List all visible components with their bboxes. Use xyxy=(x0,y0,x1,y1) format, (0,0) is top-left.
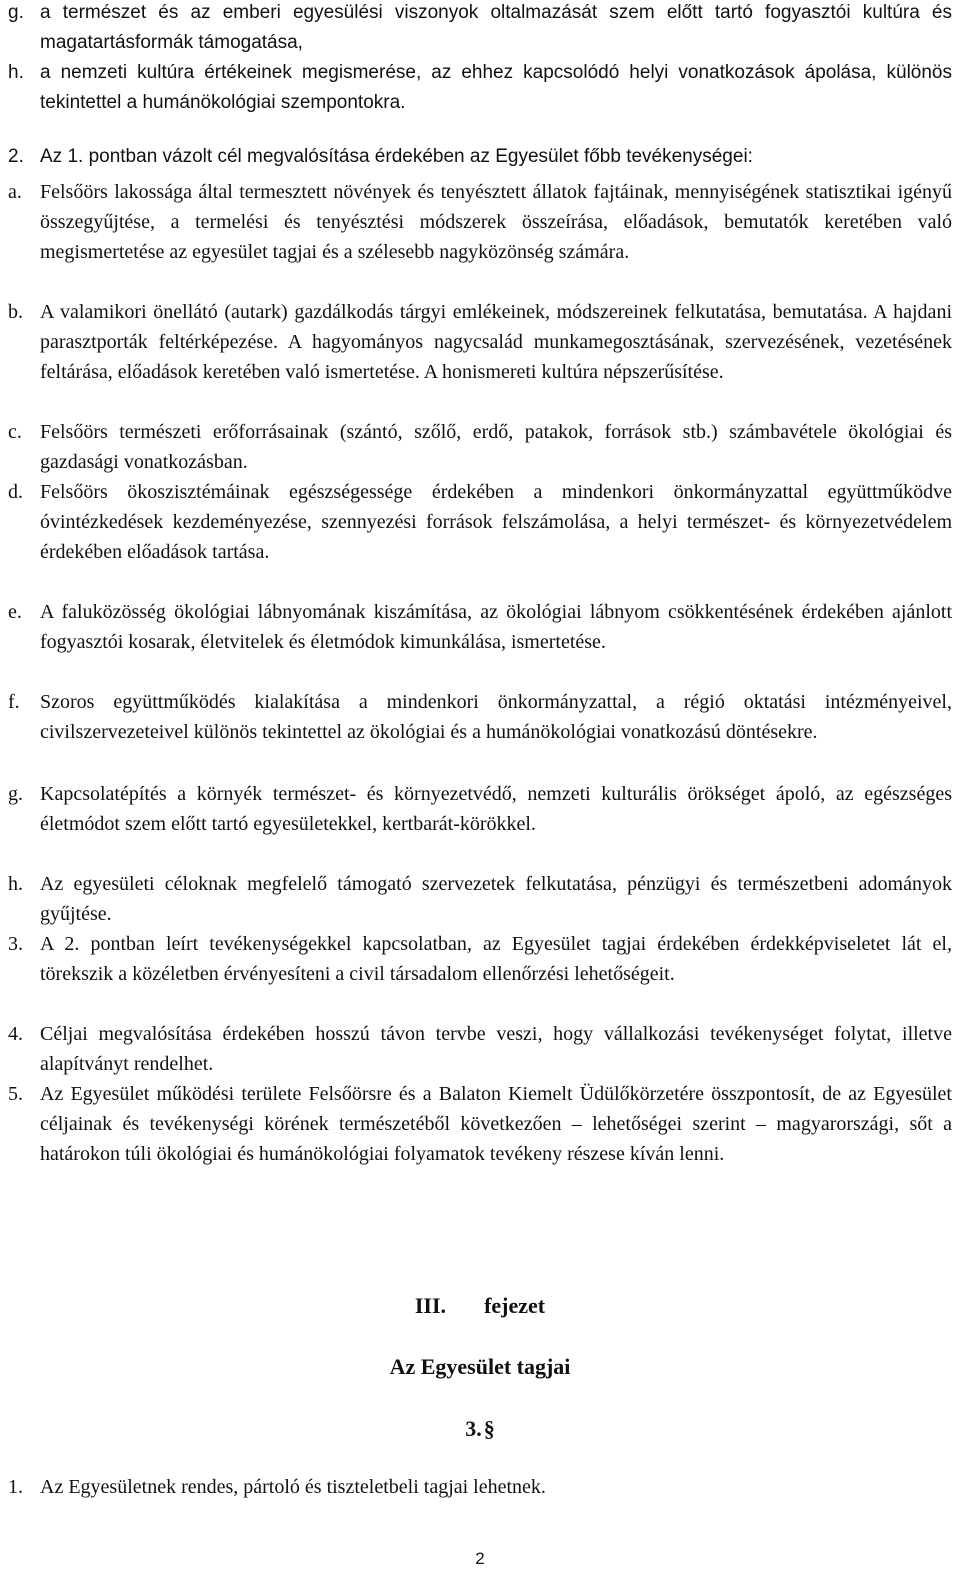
section-number: 3. xyxy=(465,1416,482,1441)
chapter-title: Az Egyesület tagjai xyxy=(389,1354,571,1379)
member-types-item xyxy=(8,1472,952,1502)
list-marker: f. xyxy=(8,691,20,713)
section-3 xyxy=(8,929,952,989)
activity-item-e xyxy=(8,597,952,657)
activity-item-b xyxy=(8,297,952,387)
list-marker: c. xyxy=(8,421,22,443)
list-item-text: Kapcsolatépítés a környék természet- és környezetvédő, nemzeti kulturális örökséget ápoló, az egészséges életmódot szem előtt tartó egyesületekkel, kertbarát-körökkel. xyxy=(40,783,952,835)
section-heading xyxy=(0,1414,960,1444)
list-item-text: Szoros együttműködés kialakítása a mindenkori önkormányzattal, a régió oktatási intézményeivel, civilszervezeteivel különös tekintettel az ökológiai és a humánökológiai vonatkozású döntésekre. xyxy=(40,691,952,743)
list-marker: g. xyxy=(8,783,23,805)
list-item-text: Az egyesületi céloknak megfelelő támogató szervezetek felkutatása, pénzügyi és természetbeni adományok gyűjtése. xyxy=(40,873,952,925)
list-item-text: Felsőörs lakossága által termesztett növények és tenyésztett állatok fajtáinak, mennyiségének statisztikai igényű összegyűjtése, a termelési és tenyésztési módszerek összeírása, előadások, bemutatók keretében való megismertetése az egyesület tagjai és a szélesebb nagyközönség számára. xyxy=(40,181,952,263)
list-item-text: Az Egyesületnek rendes, pártoló és tiszteletbeli tagjai lehetnek. xyxy=(40,1476,546,1498)
activity-item-f xyxy=(8,687,952,747)
list-marker: a. xyxy=(8,181,22,203)
chapter-word: fejezet xyxy=(484,1293,546,1318)
list-marker: 2. xyxy=(8,146,24,167)
list-marker: b. xyxy=(8,301,23,323)
list-marker: h. xyxy=(8,62,24,83)
list-marker: 4. xyxy=(8,1023,23,1045)
list-item-text: A 2. pontban leírt tevékenységekkel kapcsolatban, az Egyesület tagjai érdekében érdekképviseletet lát el, törekszik a közéletben érvényesíteni a civil társadalom ellenőrzési lehetőségeit. xyxy=(40,933,952,985)
list-item-text: Az Egyesület működési területe Felsőörsre és a Balaton Kiemelt Üdülőkörzetére összpontosít, de az Egyesület céljainak és tevékenységi körének természetéből következően – lehetőségei szerint – magyarországi, sőt a határokon túli ökológiai és humánökológiai folyamatok tevékeny részese kíván lenni. xyxy=(40,1083,952,1165)
list-marker: 3. xyxy=(8,933,23,955)
list-marker: e. xyxy=(8,601,22,623)
list-item-text: A valamikori önellátó (autark) gazdálkodás tárgyi emlékeinek, módszereinek felkutatása, bemutatása. A hajdani parasztporták feltérképezése. A hagyományos nagycsalád munkamegosztásának, szervezésének, vezetésének feltárása, előadások keretében való ismertetése. A honismereti kultúra népszerűsítése. xyxy=(40,301,952,383)
list-item-text: A faluközösség ökológiai lábnyomának kiszámítása, az ökológiai lábnyom csökkentésének érdekében ajánlott fogyasztói kosarak, életvitelek és életmódok kimunkálása, ismertetése. xyxy=(40,601,952,653)
list-marker: g. xyxy=(8,2,24,23)
list-marker: 1. xyxy=(8,1476,23,1498)
list-item-g xyxy=(8,0,952,58)
activity-item-a xyxy=(8,177,952,267)
list-marker: d. xyxy=(8,481,23,503)
section-sign: § xyxy=(483,1416,495,1441)
activity-item-c xyxy=(8,417,952,477)
chapter-heading xyxy=(0,1291,960,1321)
chapter-number: III. xyxy=(414,1293,447,1318)
list-item-text: Az 1. pontban vázolt cél megvalósítása érdekében az Egyesület főbb tevékenységei: xyxy=(40,146,753,167)
list-marker: 5. xyxy=(8,1083,23,1105)
list-item-text: a természet és az emberi egyesülési viszonyok oltalmazását szem előtt tartó fogyasztói kultúra és magatartásformák támogatása, xyxy=(40,2,952,53)
section-5 xyxy=(8,1079,952,1169)
list-marker: h. xyxy=(8,873,23,895)
section-2-intro xyxy=(8,142,952,172)
list-item-h xyxy=(8,58,952,118)
list-item-text: Felsőörs ökoszisztémáinak egészségessége érdekében a mindenkori önkormányzattal együttműködve óvintézkedések kezdeményezése, szennyezési források felszámolása, a helyi természet- és környezetvédelem érdekében előadások tartása. xyxy=(40,481,952,563)
activity-item-d xyxy=(8,477,952,567)
list-item-text: a nemzeti kultúra értékeinek megismerése, az ehhez kapcsolódó helyi vonatkozások ápolása, különös tekintettel a humánökológiai szempontokra. xyxy=(40,62,952,113)
section-4 xyxy=(8,1019,952,1079)
activity-item-h xyxy=(8,869,952,929)
page-number: 2 xyxy=(475,1549,485,1568)
activity-item-g xyxy=(8,779,952,839)
list-item-text: Felsőörs természeti erőforrásainak (szántó, szőlő, erdő, patakok, források stb.) számbavétele ökológiai és gazdasági vonatkozásban. xyxy=(40,421,952,473)
list-item-text: Céljai megvalósítása érdekében hosszú távon tervbe veszi, hogy vállalkozási tevékenységet folytat, illetve alapítványt rendelhet. xyxy=(40,1023,952,1075)
